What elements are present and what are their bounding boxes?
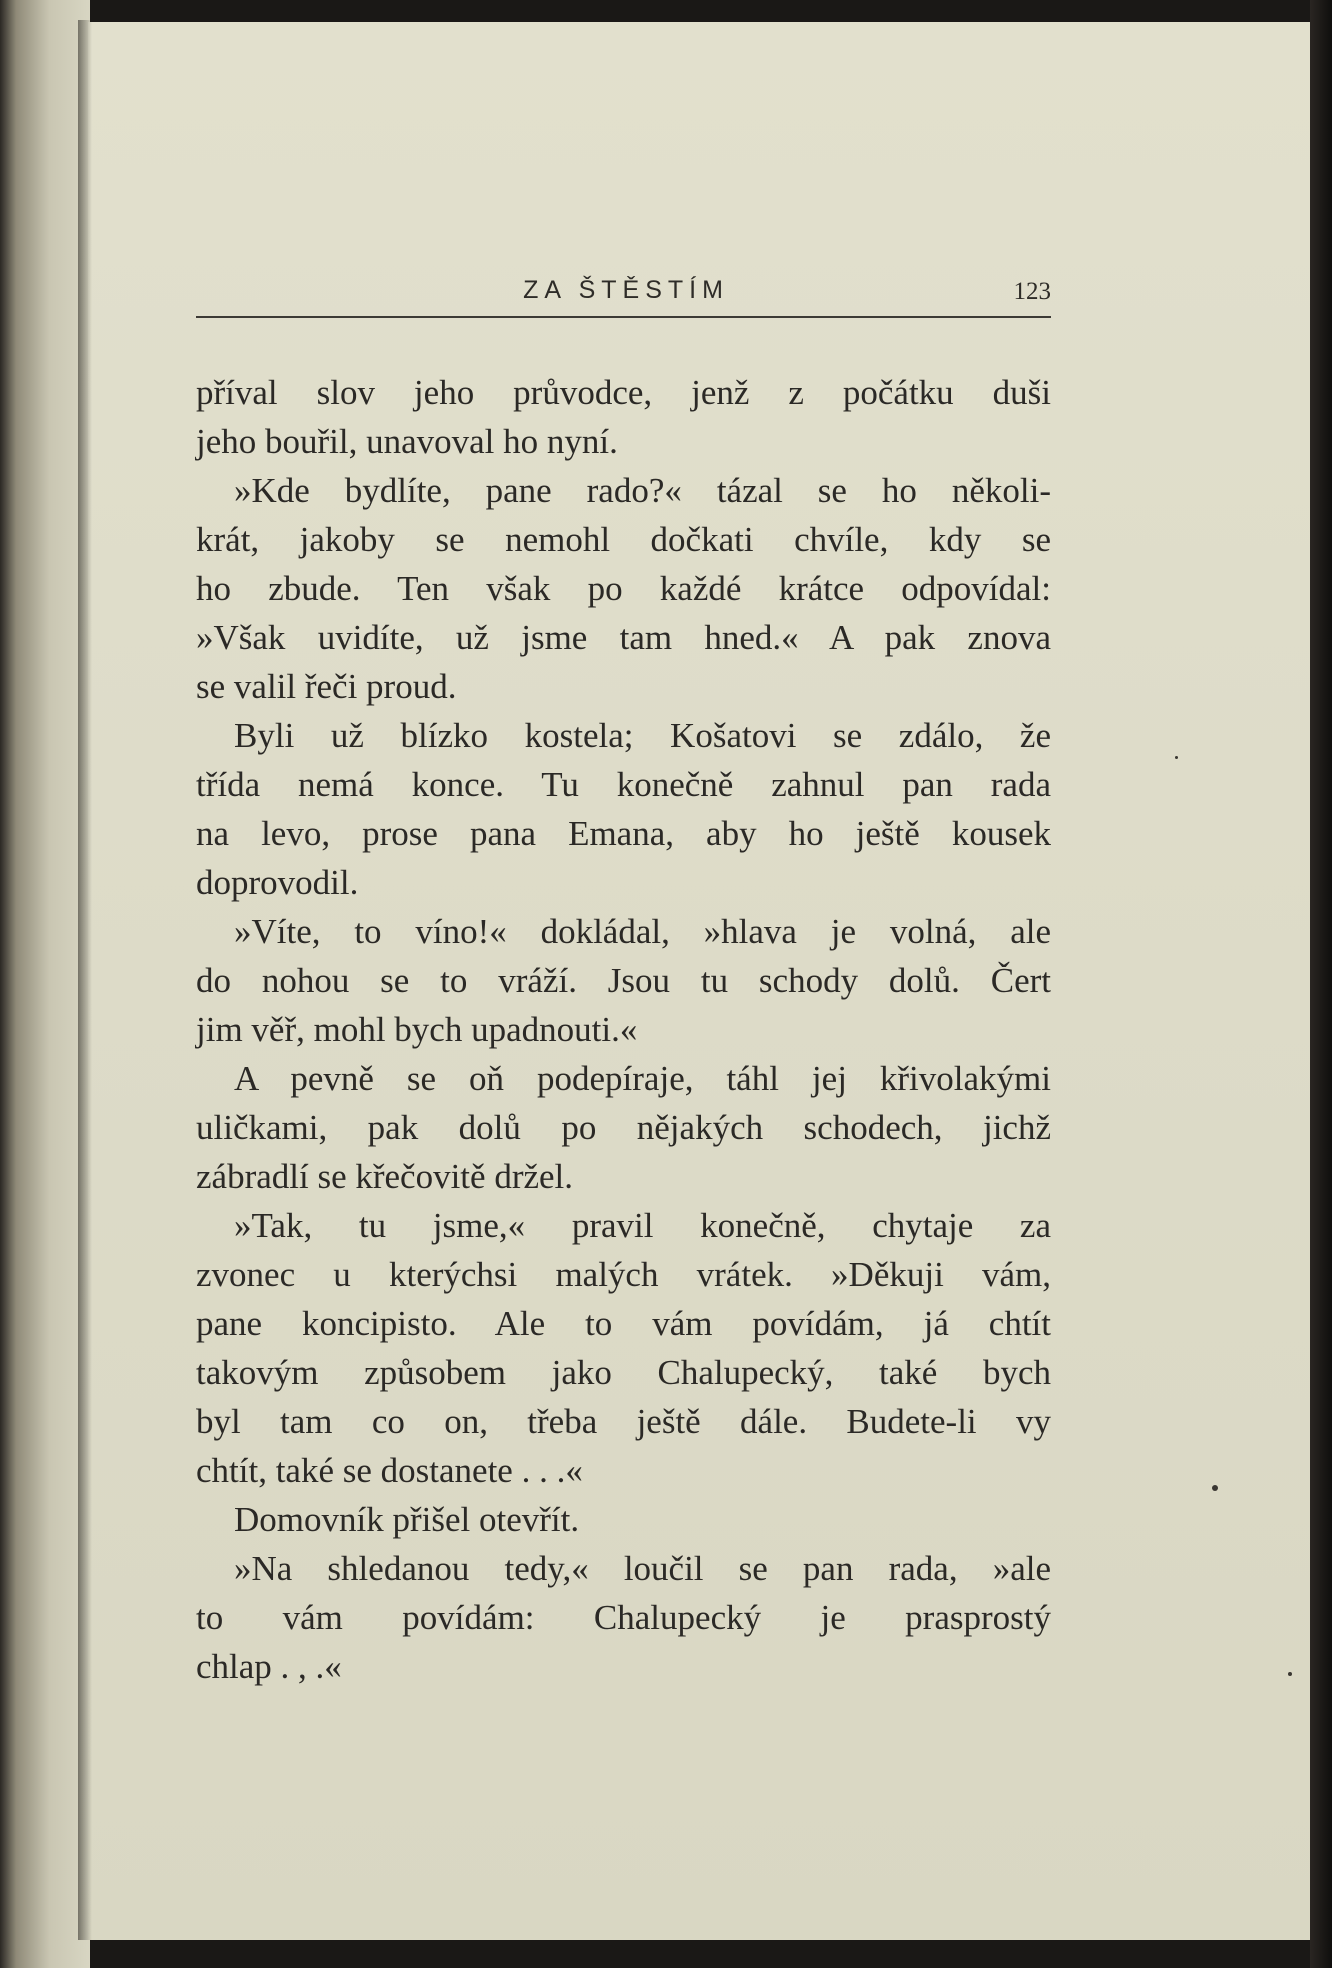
text-line: krát, jakoby se nemohl dočkati chvíle, kdy se <box>196 520 1051 559</box>
text-line: příval slov jeho průvodce, jenž z počátku duši <box>196 373 1051 412</box>
gutter-shadow <box>78 20 92 1940</box>
text-line: doprovodil. <box>196 863 359 902</box>
page-number: 123 <box>1013 278 1051 305</box>
text-line: na levo, prose pana Emana, aby ho ještě kousek <box>196 814 1051 853</box>
text-line: se valil řeči proud. <box>196 667 457 706</box>
text-line: zábradlí se křečovitě držel. <box>196 1157 574 1196</box>
text-line: A pevně se oň podepíraje, táhl jej křivolakými <box>234 1059 1051 1098</box>
text-line: jim věř, mohl bych upadnouti.« <box>196 1010 638 1049</box>
paper-speck <box>1175 756 1178 759</box>
text-line: chtít, také se dostanete . . .« <box>196 1451 583 1490</box>
text-line: chlap . , .« <box>196 1647 342 1686</box>
book-gutter <box>0 0 90 1968</box>
text-line: »Kde bydlíte, pane rado?« tázal se ho několi- <box>234 471 1051 510</box>
body-text <box>196 368 1051 1691</box>
paper-speck <box>1212 1485 1218 1491</box>
running-header <box>196 276 1051 316</box>
text-line: třída nemá konce. Tu konečně zahnul pan rada <box>196 765 1051 804</box>
text-line: uličkami, pak dolů po nějakých schodech, jichž <box>196 1108 1051 1147</box>
text-line: Domovník přišel otevřít. <box>234 1500 580 1539</box>
text-line: »Víte, to víno!« dokládal, »hlava je volná, ale <box>234 912 1051 951</box>
text-line: pane koncipisto. Ale to vám povídám, já chtít <box>196 1304 1051 1343</box>
text-line: »Na shledanou tedy,« loučil se pan rada, »ale <box>234 1549 1051 1588</box>
running-title: ZA ŠTĚSTÍM <box>523 276 729 304</box>
text-line: »Však uvidíte, už jsme tam hned.« A pak znova <box>196 618 1051 657</box>
text-line: Byli už blízko kostela; Košatovi se zdálo, že <box>234 716 1051 755</box>
text-line: zvonec u kterýchsi malých vrátek. »Děkuji vám, <box>196 1255 1051 1294</box>
text-line: byl tam co on, třeba ještě dále. Budete-li vy <box>196 1402 1051 1441</box>
text-line: »Tak, tu jsme,« pravil konečně, chytaje za <box>234 1206 1051 1245</box>
paper-speck <box>1288 1672 1292 1676</box>
text-line: to vám povídám: Chalupecký je prasprostý <box>196 1598 1051 1637</box>
header-rule <box>196 316 1051 318</box>
text-line: jeho bouřil, unavoval ho nyní. <box>196 422 618 461</box>
text-line: ho zbude. Ten však po každé krátce odpovídal: <box>196 569 1051 608</box>
text-line: do nohou se to vráží. Jsou tu schody dolů. Čert <box>196 961 1051 1000</box>
page-edge <box>1310 0 1332 1968</box>
text-line: takovým způsobem jako Chalupecký, také bych <box>196 1353 1051 1392</box>
